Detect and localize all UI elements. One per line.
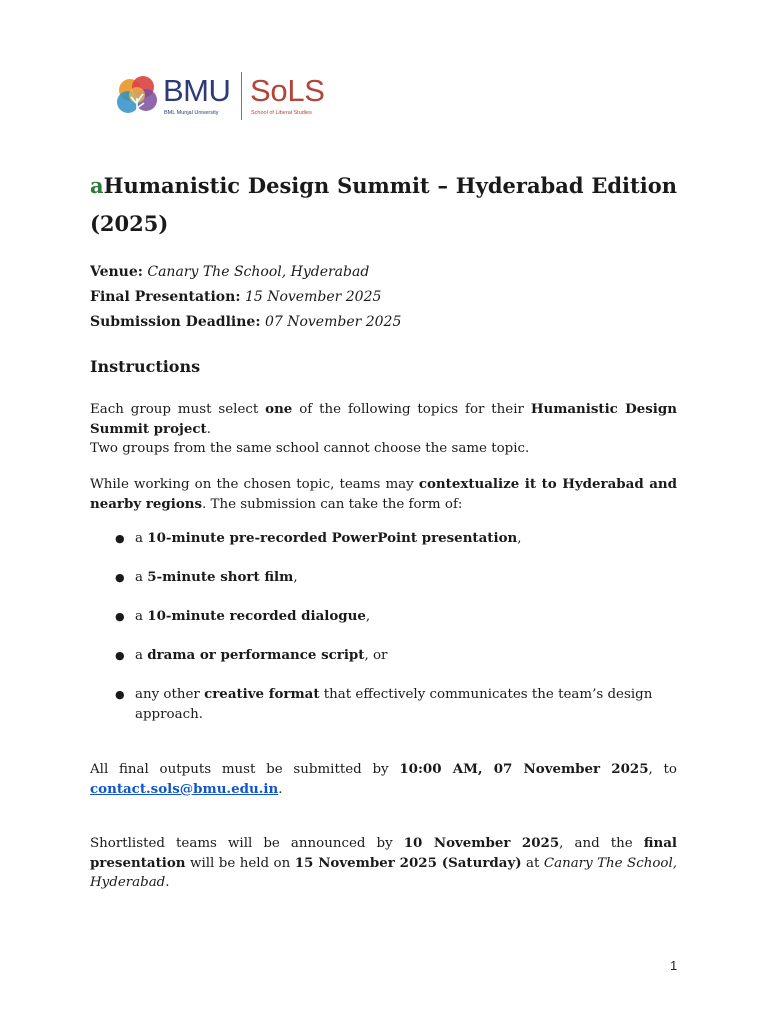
venue-value: Canary The School, Hyderabad <box>147 264 370 280</box>
paragraph-submission-deadline <box>90 760 677 799</box>
text-run: at <box>521 855 544 871</box>
text-run: All final outputs must be submitted by <box>90 762 400 777</box>
bmu-wordmark: BMU <box>163 73 231 108</box>
bold-run: 10-minute recorded dialogue <box>147 608 366 624</box>
final-presentation-label: Final Presentation: <box>90 289 241 305</box>
bold-run: creative format <box>204 686 320 702</box>
sols-wordmark: SoLS <box>250 73 325 108</box>
text-run: that effectively communicates the team’s design approach. <box>135 687 653 722</box>
bold-run: drama or performance script <box>147 647 365 663</box>
email-link[interactable]: contact.sols@bmu.edu.in <box>90 780 279 797</box>
text-run: a <box>135 570 148 585</box>
text-run: Each group must select <box>90 402 266 417</box>
bold-run: 5-minute short film <box>147 569 294 585</box>
text-run: a <box>135 648 148 663</box>
venue-row <box>90 260 677 285</box>
text-run: , <box>293 570 298 585</box>
bullet-icon: ● <box>115 532 125 545</box>
bold-run: 10 November 2025 <box>403 835 560 851</box>
sols-subtitle: School of Liberal Studies <box>251 110 312 116</box>
deadline-value: 07 November 2025 <box>264 314 402 330</box>
format-list <box>90 529 677 744</box>
list-item <box>90 529 677 549</box>
title-text: Humanistic Design Summit – Hyderabad Edition (2025) <box>90 173 677 236</box>
text-run: any other <box>135 687 205 702</box>
final-presentation-row <box>90 285 677 310</box>
text-run: of the following topics for their <box>292 402 531 417</box>
text-run: a <box>135 531 148 546</box>
event-meta <box>90 260 677 335</box>
text-run: . <box>165 875 170 890</box>
deadline-row <box>90 310 677 335</box>
text-run: a <box>135 609 148 624</box>
text-run: . <box>206 421 211 437</box>
bold-run: 10-minute pre-recorded PowerPoint presentation <box>147 530 518 546</box>
text-run: Shortlisted teams will be announced by <box>90 836 404 851</box>
bmu-subtitle: BML Munjal University <box>164 110 219 116</box>
bullet-icon: ● <box>115 649 125 662</box>
text-run: While working on the chosen topic, teams may <box>90 477 419 492</box>
instructions-heading: Instructions <box>90 357 201 376</box>
page-title <box>90 167 677 243</box>
paragraph-submission-forms <box>90 475 677 514</box>
logo-divider <box>241 72 242 120</box>
text-run: will be held on <box>185 855 295 871</box>
final-presentation-value: 15 November 2025 <box>244 289 382 305</box>
list-item <box>90 646 677 666</box>
bold-run: 10:00 AM, 07 November 2025 <box>399 761 649 777</box>
bold-run: Humanistic Design Summit project <box>90 401 677 437</box>
list-item <box>90 568 677 588</box>
bullet-icon: ● <box>115 571 125 584</box>
deadline-label: Submission Deadline: <box>90 314 261 330</box>
page-number: 1 <box>670 958 678 973</box>
text-run: , to <box>648 762 677 777</box>
text-run: , <box>517 531 522 546</box>
bullet-icon: ● <box>115 610 125 623</box>
text-run: . The submission can take the form of: <box>202 496 463 512</box>
bold-run: final presentation <box>90 835 677 871</box>
text-run: Two groups from the same school cannot choose the same topic. <box>90 441 530 456</box>
paragraph-topic-selection <box>90 400 677 459</box>
header-logo <box>116 72 336 122</box>
text-run: , or <box>364 648 388 663</box>
title-prefix: a <box>90 173 104 198</box>
tree-logo-icon <box>116 74 158 118</box>
text-run: , and the <box>559 836 644 851</box>
bullet-icon: ● <box>115 688 125 701</box>
venue-label: Venue: <box>90 264 143 280</box>
bold-run: one <box>265 401 293 417</box>
paragraph-shortlist <box>90 834 677 893</box>
italic-run: Canary The School, Hyderabad <box>90 855 677 890</box>
text-run: . <box>278 781 283 797</box>
list-item <box>90 607 677 627</box>
bold-run: 15 November 2025 (Saturday) <box>294 854 522 871</box>
text-run: , <box>365 609 371 624</box>
bold-run: contextualize it to Hyderabad and nearby regions <box>90 476 677 512</box>
list-item <box>90 685 677 724</box>
